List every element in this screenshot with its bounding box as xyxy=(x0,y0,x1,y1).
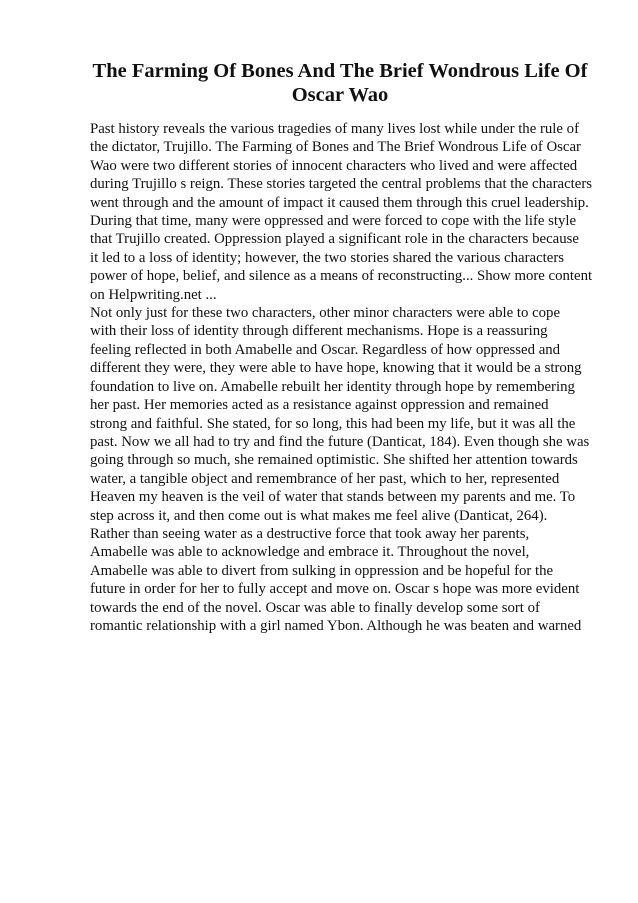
body-line: future in order for her to fully accept and move on. Oscar s hope was more evident xyxy=(90,581,580,598)
body-line: Wao were two different stories of innocent characters who lived and were affected xyxy=(90,157,578,174)
body-line: feeling reflected in both Amabelle and Oscar. Regardless of how oppressed and xyxy=(90,341,561,358)
body-line: foundation to live on. Amabelle rebuilt her identity through hope by remembering xyxy=(90,378,575,395)
body-line: it led to a loss of identity; however, the two stories shared the various characters xyxy=(90,249,565,266)
body-line: on Helpwriting.net ... xyxy=(90,286,217,303)
body-line: towards the end of the novel. Oscar was able to finally develop some sort of xyxy=(90,599,540,616)
body-line: step across it, and then come out is what makes me feel alive (Danticat, 264). xyxy=(90,507,548,524)
body-line: Not only just for these two characters, other minor characters were able to cope xyxy=(90,305,561,322)
body-line: Amabelle was able to acknowledge and embrace it. Throughout the novel, xyxy=(90,544,530,561)
body-line: Past history reveals the various tragedies of many lives lost while under the rule of xyxy=(90,121,579,137)
body-line: during Trujillo s reign. These stories targeted the central problems that the characters xyxy=(90,176,593,193)
body-line: Heaven my heaven is the veil of water that stands between my parents and me. To xyxy=(90,489,576,506)
body-line: going through so much, she remained optimistic. She shifted her attention towards xyxy=(90,452,578,469)
body-line: Amabelle was able to divert from sulking in oppression and be hopeful for the xyxy=(90,562,554,579)
document-body xyxy=(90,120,610,635)
body-line: strong and faithful. She stated, for so long, this had been my life, but it was all the xyxy=(90,415,576,432)
body-line: with their loss of identity through different mechanisms. Hope is a reassuring xyxy=(90,323,548,340)
body-line: Rather than seeing water as a destructive force that took away her parents, xyxy=(90,525,530,542)
body-line: past. Now we all had to try and find the future (Danticat, 184). Even though she was xyxy=(90,433,590,450)
body-line: her past. Her memories acted as a resistance against oppression and remained xyxy=(90,397,549,414)
body-line: romantic relationship with a girl named Ybon. Although he was beaten and warned xyxy=(90,617,582,634)
body-line: power of hope, belief, and silence as a means of reconstructing... Show more content xyxy=(90,268,593,285)
body-line: During that time, many were oppressed and were forced to cope with the life style xyxy=(90,213,577,230)
body-line: different they were, they were able to have hope, knowing that it would be a strong xyxy=(90,360,582,377)
body-line: went through and the amount of impact it caused them through this cruel leadership. xyxy=(90,194,589,211)
body-line: the dictator, Trujillo. The Farming of Bones and The Brief Wondrous Life of Oscar xyxy=(90,139,581,156)
document-title: The Farming Of Bones And The Brief Wondrous Life Of Oscar Wao xyxy=(92,60,588,106)
body-line: water, a tangible object and remembrance of her past, which to her, represented xyxy=(90,470,560,487)
body-line: that Trujillo created. Oppression played a significant role in the characters because xyxy=(90,231,579,248)
